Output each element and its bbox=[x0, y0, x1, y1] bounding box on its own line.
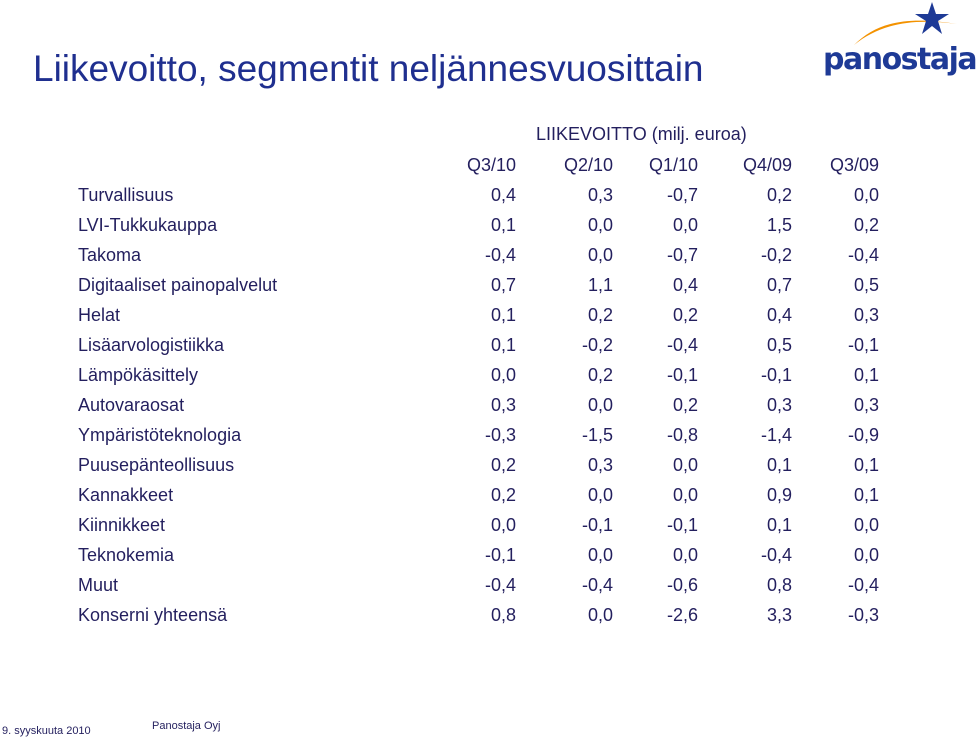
table-cell: 0,3 bbox=[490, 395, 516, 415]
column-header: Q3/10 bbox=[466, 155, 516, 175]
header-row bbox=[0, 150, 959, 180]
table-cell: -0,9 bbox=[847, 425, 879, 445]
table-row bbox=[0, 390, 959, 420]
table-cell: 0,1 bbox=[766, 455, 792, 475]
table-row bbox=[0, 450, 959, 480]
segment-label: LVI-Tukkukauppa bbox=[78, 215, 218, 235]
table-cell: -0,3 bbox=[847, 605, 879, 625]
table-cell: -0,1 bbox=[666, 365, 698, 385]
table-cell: -0,6 bbox=[666, 575, 698, 595]
table-cell: 0,0 bbox=[587, 215, 613, 235]
table-cell: 0,8 bbox=[490, 605, 516, 625]
table-row bbox=[0, 420, 959, 450]
table-cell: -0,8 bbox=[666, 425, 698, 445]
table-row bbox=[0, 570, 959, 600]
panostaja-logo bbox=[820, 0, 976, 90]
column-header: Q1/10 bbox=[648, 155, 698, 175]
segment-label: Digitaaliset painopalvelut bbox=[78, 275, 278, 295]
segment-label: Konserni yhteensä bbox=[78, 605, 228, 625]
segment-label: Turvallisuus bbox=[78, 185, 174, 205]
table-cell: 0,2 bbox=[672, 395, 698, 415]
table-cell: -0,1 bbox=[847, 335, 879, 355]
table-cell: 0,3 bbox=[587, 455, 613, 475]
table-cell: 0,0 bbox=[672, 545, 698, 565]
table-cell: -0,2 bbox=[760, 245, 792, 265]
table-cell: 0,0 bbox=[587, 245, 613, 265]
table-cell: -2,6 bbox=[666, 605, 698, 625]
table-cell: 0,0 bbox=[587, 395, 613, 415]
table-cell: 0,2 bbox=[766, 185, 792, 205]
table-row bbox=[0, 300, 959, 330]
table-cell: 0,1 bbox=[490, 305, 516, 325]
table-cell: 0,2 bbox=[490, 485, 516, 505]
logo-text: panostaja bbox=[823, 42, 976, 77]
table-cell: 0,2 bbox=[587, 305, 613, 325]
table-cell: 0,0 bbox=[853, 185, 879, 205]
table-cell: -0,7 bbox=[666, 245, 698, 265]
table-cell: 0,0 bbox=[490, 365, 516, 385]
table-row bbox=[0, 510, 959, 540]
table-cell: -0,4 bbox=[484, 245, 516, 265]
table-cell: 0,1 bbox=[490, 215, 516, 235]
footer-date: 9. syyskuuta 2010 bbox=[2, 725, 91, 737]
column-header: Q2/10 bbox=[563, 155, 613, 175]
table-cell: -0,1 bbox=[581, 515, 613, 535]
table-row bbox=[0, 480, 959, 510]
table-cell: -0,4 bbox=[847, 575, 879, 595]
table-cell: 0,2 bbox=[672, 305, 698, 325]
segment-label: Ympäristöteknologia bbox=[78, 425, 242, 445]
table-cell: -1,5 bbox=[581, 425, 613, 445]
table-cell: -0,4 bbox=[484, 575, 516, 595]
table-row bbox=[0, 270, 959, 300]
table-row bbox=[0, 180, 959, 210]
table-cell: 0,0 bbox=[853, 515, 879, 535]
total-row bbox=[0, 600, 959, 630]
table-cell: 0,1 bbox=[853, 485, 879, 505]
table-cell: 0,9 bbox=[766, 485, 792, 505]
table-row bbox=[0, 540, 959, 570]
table-cell: 0,5 bbox=[766, 335, 792, 355]
table-cell: -0,4 bbox=[760, 545, 792, 565]
table-cell: 0,1 bbox=[853, 455, 879, 475]
table-cell: 0,0 bbox=[587, 485, 613, 505]
table-cell: -0,4 bbox=[581, 575, 613, 595]
table-cell: 0,0 bbox=[672, 455, 698, 475]
table-cell: 0,0 bbox=[587, 545, 613, 565]
table-cell: 0,0 bbox=[587, 605, 613, 625]
table-cell: 0,2 bbox=[490, 455, 516, 475]
table-cell: -1,4 bbox=[760, 425, 792, 445]
table-cell: 0,3 bbox=[853, 395, 879, 415]
column-header: Q4/09 bbox=[742, 155, 792, 175]
table-cell: -0,4 bbox=[847, 245, 879, 265]
table-cell: 0,1 bbox=[766, 515, 792, 535]
table-cell: 0,3 bbox=[766, 395, 792, 415]
table-row bbox=[0, 210, 959, 240]
segment-label: Puusepänteollisuus bbox=[78, 455, 235, 475]
footer-company: Panostaja Oyj bbox=[152, 720, 221, 732]
table-cell: 0,8 bbox=[766, 575, 792, 595]
page-title: Liikevoitto, segmentit neljännesvuosittain bbox=[33, 48, 704, 89]
segment-label: Kiinnikkeet bbox=[78, 515, 166, 535]
segment-label: Lämpökäsittely bbox=[78, 365, 199, 385]
table-cell: 0,1 bbox=[490, 335, 516, 355]
table-cell: 0,0 bbox=[672, 215, 698, 235]
table-cell: 0,4 bbox=[672, 275, 698, 295]
table-cell: 0,4 bbox=[490, 185, 516, 205]
table-cell: 1,5 bbox=[766, 215, 792, 235]
table-row bbox=[0, 330, 959, 360]
table-cell: 0,0 bbox=[853, 545, 879, 565]
segment-label: Teknokemia bbox=[78, 545, 175, 565]
table-cell: 1,1 bbox=[587, 275, 613, 295]
segment-label: Kannakkeet bbox=[78, 485, 174, 505]
table-cell: -0,2 bbox=[581, 335, 613, 355]
table-cell: 0,7 bbox=[766, 275, 792, 295]
table-cell: 0,2 bbox=[587, 365, 613, 385]
table-cell: -0,4 bbox=[666, 335, 698, 355]
table-cell: 0,0 bbox=[490, 515, 516, 535]
segment-label: Muut bbox=[78, 575, 119, 595]
segment-label: Lisäarvologistiikka bbox=[78, 335, 225, 355]
table-cell: 0,7 bbox=[490, 275, 516, 295]
table-cell: 0,1 bbox=[853, 365, 879, 385]
segment-label: Helat bbox=[78, 305, 121, 325]
table-cell: 0,3 bbox=[853, 305, 879, 325]
table-row bbox=[0, 360, 959, 390]
table-cell: 0,3 bbox=[587, 185, 613, 205]
unit-label: LIIKEVOITTO (milj. euroa) bbox=[536, 124, 747, 144]
table-cell: 3,3 bbox=[766, 605, 792, 625]
column-header: Q3/09 bbox=[829, 155, 879, 175]
table-cell: -0,1 bbox=[666, 515, 698, 535]
table-cell: -0,7 bbox=[666, 185, 698, 205]
table-cell: -0,1 bbox=[484, 545, 516, 565]
segment-label: Autovaraosat bbox=[78, 395, 185, 415]
table-row bbox=[0, 240, 959, 270]
table-cell: -0,3 bbox=[484, 425, 516, 445]
segment-label: Takoma bbox=[78, 245, 142, 265]
table-cell: -0,1 bbox=[760, 365, 792, 385]
table-cell: 0,0 bbox=[672, 485, 698, 505]
table-cell: 0,2 bbox=[853, 215, 879, 235]
table-cell: 0,5 bbox=[853, 275, 879, 295]
table-cell: 0,4 bbox=[766, 305, 792, 325]
